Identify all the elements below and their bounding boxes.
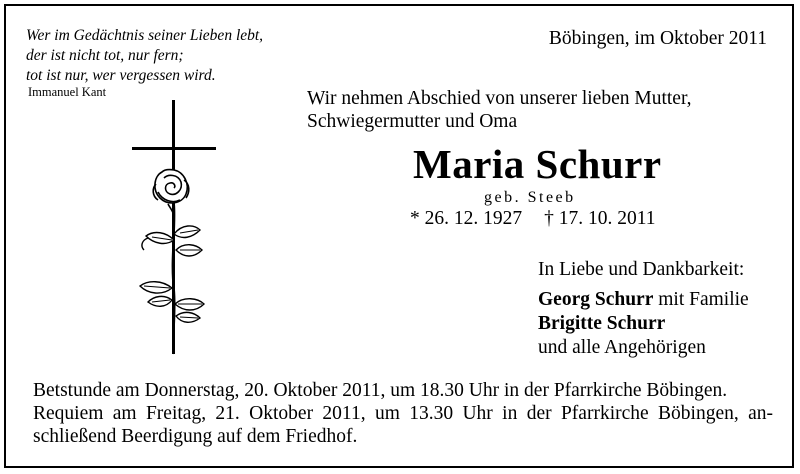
mourners-heading: In Liebe und Dankbarkeit:: [538, 259, 745, 280]
birth-date: * 26. 12. 1927: [410, 208, 523, 229]
poem-line: der ist nicht tot, nur fern;: [26, 47, 184, 64]
farewell-line: Wir nehmen Abschied von unserer lieben Mutter,: [307, 88, 692, 109]
place-date: Böbingen, im Oktober 2011: [548, 28, 767, 49]
life-dates: [410, 208, 656, 230]
poem-author: Immanuel Kant: [28, 85, 107, 99]
mourners-block: [538, 258, 749, 360]
mourner-name: Georg Schurr: [538, 289, 654, 310]
mourner-line: [538, 288, 749, 312]
mourner-line: [538, 312, 749, 336]
notice-line: Requiem am Freitag, 21. Oktober 2011, um 13.30 Uhr in der Pfarrkirche Böbingen, an-: [33, 403, 773, 424]
birth-name: geb. Steeb: [484, 189, 576, 206]
farewell-line: Schwiegermutter und Oma: [307, 111, 518, 132]
death-date: † 17. 10. 2011: [544, 208, 656, 229]
notice-line: Betstunde am Donnerstag, 20. Oktober 2011, um 18.30 Uhr in der Pfarrkirche Böbingen.: [33, 380, 728, 401]
poem-line: Wer im Gedächtnis seiner Lieben lebt,: [26, 27, 264, 44]
poem-line: tot ist nur, wer vergessen wird.: [26, 67, 216, 84]
mourner-name: Brigitte Schurr: [538, 313, 666, 334]
cross-with-rose-icon: [128, 100, 220, 362]
notice-line: schließend Beerdigung auf dem Friedhof.: [33, 426, 358, 447]
memorial-poem: [26, 26, 263, 86]
farewell-text: [307, 87, 692, 133]
mourners-others: und alle Angehörigen: [538, 337, 706, 358]
mourner-suffix: mit Familie: [653, 289, 749, 310]
deceased-name: Maria Schurr: [413, 141, 662, 187]
service-notice: [33, 379, 773, 448]
